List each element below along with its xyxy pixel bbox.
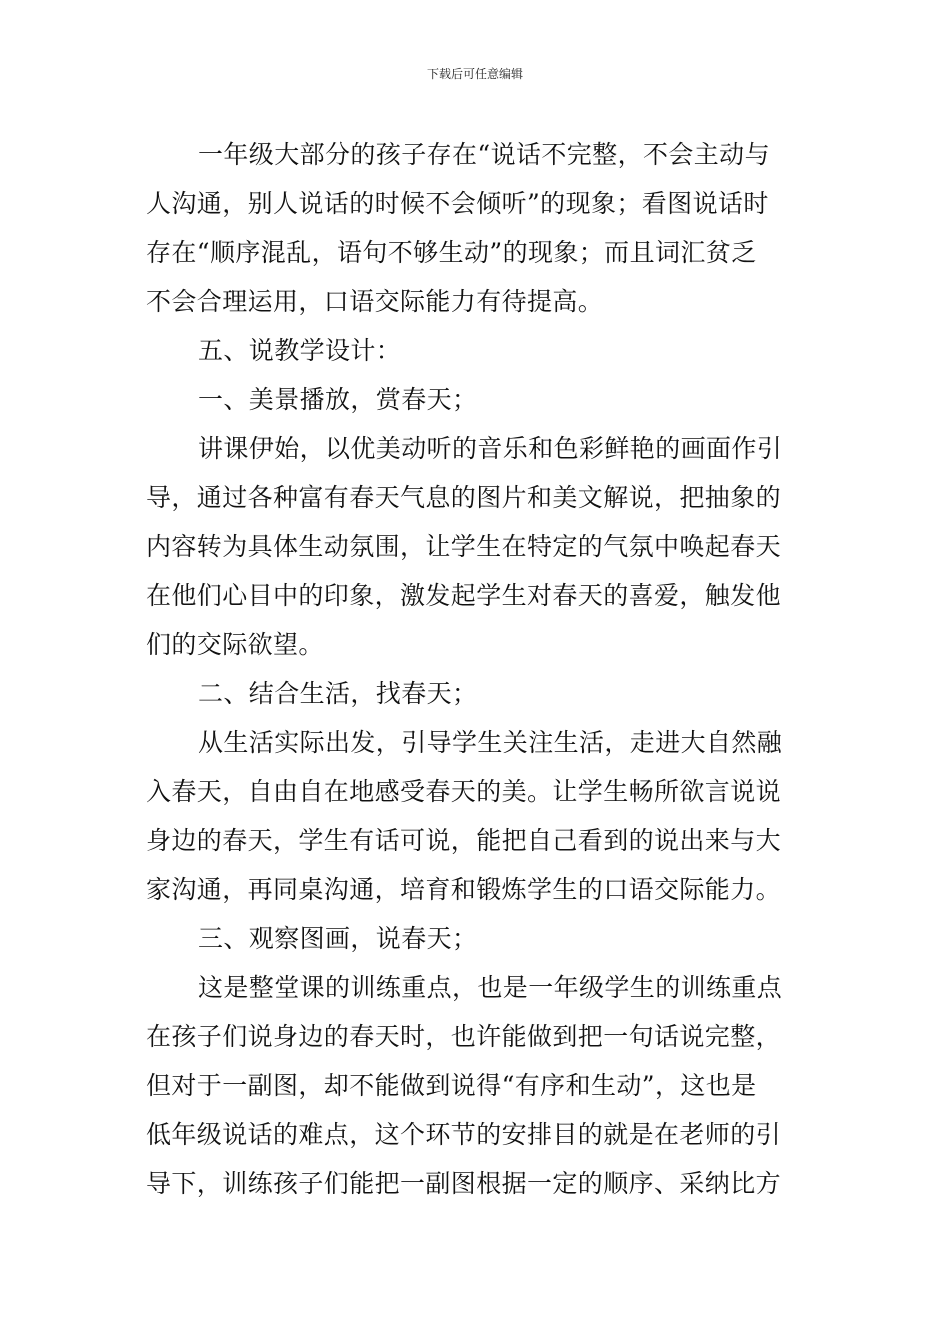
paragraph-line: 在孩子们说身边的春天时，也许能做到把一句话说完整， [146,1022,782,1051]
paragraph-line: 内容转为具体生动氛围，让学生在特定的气氛中唤起春天 [146,532,782,561]
paragraph-line: 不会合理运用，口语交际能力有待提高。 [146,287,604,316]
paragraph-line: 导下，训练孩子们能把一副图根据一定的顺序、采纳比方 [146,1169,782,1198]
subsection-heading: 二、结合生活，找春天； [198,679,478,708]
paragraph-line: 低年级说话的难点，这个环节的安排目的就是在老师的引 [146,1120,782,1149]
paragraph-line: 从生活实际出发，引导学生关注生活，走进大自然融 [198,728,783,757]
page-header: 下载后可任意编辑 [426,67,523,81]
document-body [146,130,810,1208]
paragraph-line: 家沟通，再同桌沟通，培育和锻炼学生的口语交际能力。 [146,875,782,904]
paragraph-line: 一年级大部分的孩子存在“说话不完整，不会主动与 [198,140,770,169]
paragraph-line: 导，通过各种富有春天气息的图片和美文解说，把抽象的 [146,483,782,512]
paragraph-line: 身边的春天，学生有话可说，能把自己看到的说出来与大 [146,826,782,855]
paragraph-line: 讲课伊始，以优美动听的音乐和色彩鲜艳的画面作引 [198,434,783,463]
paragraph-line: 在他们心目中的印象，激发起学生对春天的喜爱，触发他 [146,581,782,610]
paragraph-line: 但对于一副图，却不能做到说得“有序和生动”，这也是 [146,1071,757,1100]
section-heading: 五、说教学设计： [198,336,402,365]
paragraph-line: 这是整堂课的训练重点，也是一年级学生的训练重点 [198,973,783,1002]
subsection-heading: 三、观察图画，说春天； [198,924,478,953]
paragraph-line: 入春天，自由自在地感受春天的美。让学生畅所欲言说说 [146,777,782,806]
paragraph-line: 人沟通，别人说话的时候不会倾听”的现象；看图说话时 [146,189,769,218]
subsection-heading: 一、美景播放，赏春天； [198,385,478,414]
paragraph-line: 们的交际欲望。 [146,630,324,659]
paragraph-line: 存在“顺序混乱，语句不够生动”的现象；而且词汇贫乏 [146,238,757,267]
